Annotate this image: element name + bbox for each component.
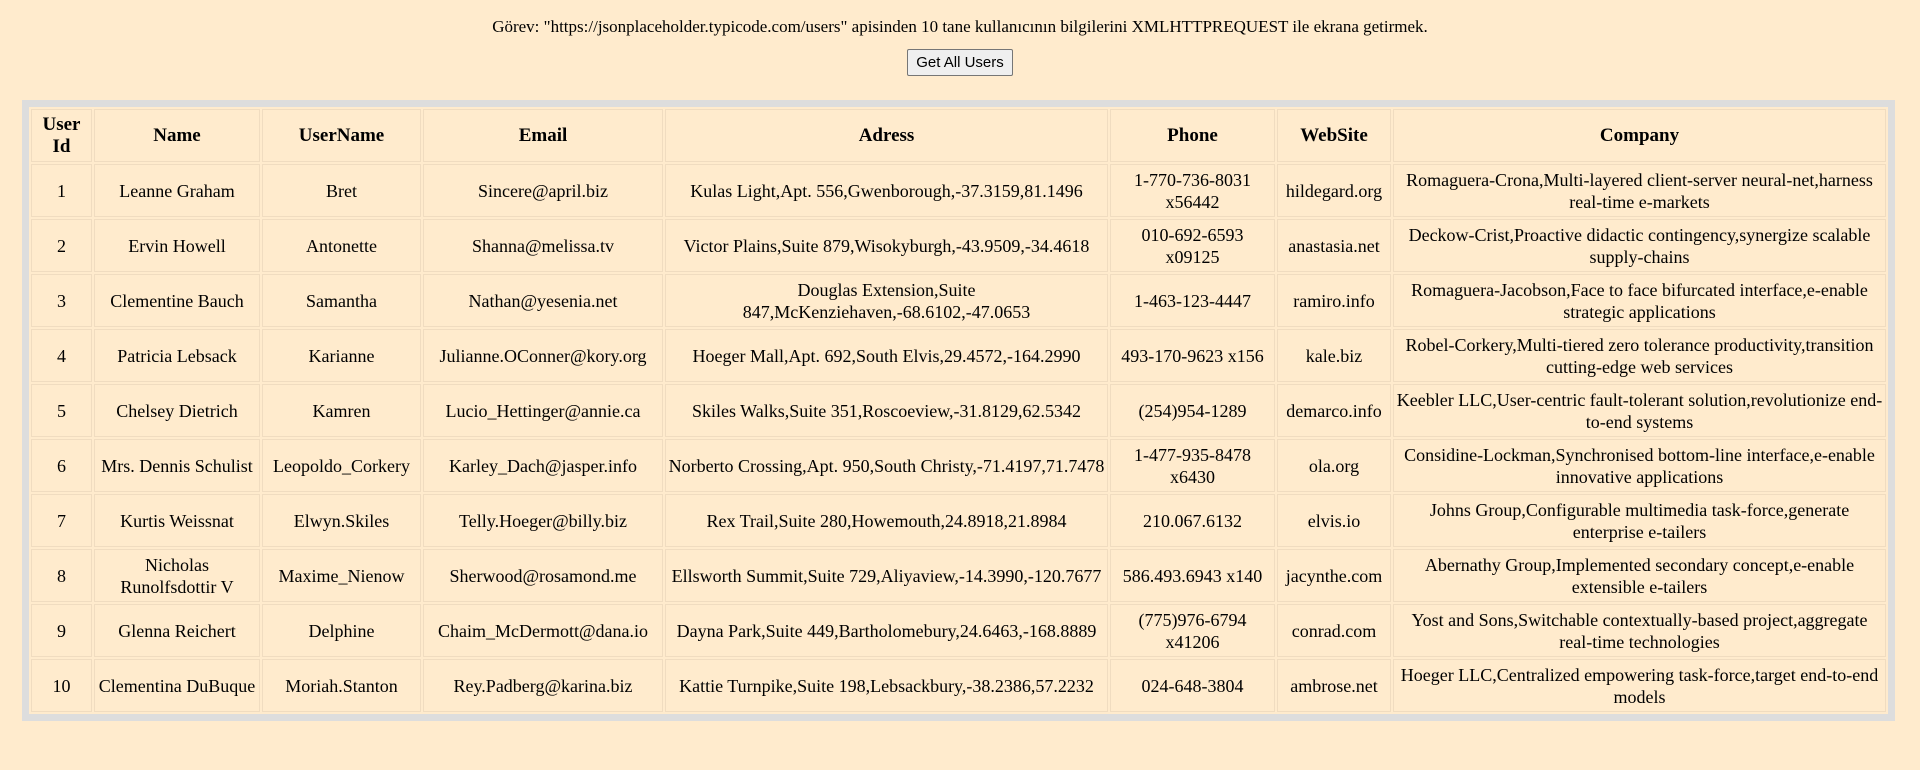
cell-phone: 210.067.6132	[1110, 494, 1275, 547]
cell-company: Keebler LLC,User-centric fault-tolerant solution,revolutionize end-to-end systems	[1393, 384, 1886, 437]
cell-user-id: 10	[31, 659, 92, 712]
cell-website: ramiro.info	[1277, 274, 1391, 327]
cell-username: Moriah.Stanton	[262, 659, 421, 712]
cell-username: Delphine	[262, 604, 421, 657]
cell-username: Elwyn.Skiles	[262, 494, 421, 547]
cell-email: Nathan@yesenia.net	[423, 274, 663, 327]
cell-username: Leopoldo_Corkery	[262, 439, 421, 492]
cell-phone: (775)976-6794 x41206	[1110, 604, 1275, 657]
cell-website: demarco.info	[1277, 384, 1391, 437]
table-row	[31, 384, 1886, 437]
cell-email: Chaim_McDermott@dana.io	[423, 604, 663, 657]
table-row	[31, 219, 1886, 272]
cell-phone: 024-648-3804	[1110, 659, 1275, 712]
cell-user-id: 4	[31, 329, 92, 382]
cell-website: ola.org	[1277, 439, 1391, 492]
cell-email: Sherwood@rosamond.me	[423, 549, 663, 602]
cell-email: Julianne.OConner@kory.org	[423, 329, 663, 382]
cell-username: Kamren	[262, 384, 421, 437]
cell-website: elvis.io	[1277, 494, 1391, 547]
cell-name: Clementine Bauch	[94, 274, 260, 327]
header-user-id: User Id	[31, 109, 92, 162]
header-website: WebSite	[1277, 109, 1391, 162]
header-name: Name	[94, 109, 260, 162]
cell-company: Yost and Sons,Switchable contextually-based project,aggregate real-time technologies	[1393, 604, 1886, 657]
cell-name: Kurtis Weissnat	[94, 494, 260, 547]
table-row	[31, 549, 1886, 602]
cell-address: Kulas Light,Apt. 556,Gwenborough,-37.3159,81.1496	[665, 164, 1108, 217]
cell-user-id: 7	[31, 494, 92, 547]
cell-name: Leanne Graham	[94, 164, 260, 217]
cell-company: Johns Group,Configurable multimedia task-force,generate enterprise e-tailers	[1393, 494, 1886, 547]
cell-phone: 1-477-935-8478 x6430	[1110, 439, 1275, 492]
header-row	[31, 109, 1886, 162]
cell-user-id: 2	[31, 219, 92, 272]
cell-company: Abernathy Group,Implemented secondary concept,e-enable extensible e-tailers	[1393, 549, 1886, 602]
cell-address: Rex Trail,Suite 280,Howemouth,24.8918,21.8984	[665, 494, 1108, 547]
cell-company: Hoeger LLC,Centralized empowering task-force,target end-to-end models	[1393, 659, 1886, 712]
cell-website: conrad.com	[1277, 604, 1391, 657]
cell-user-id: 6	[31, 439, 92, 492]
cell-company: Romaguera-Crona,Multi-layered client-server neural-net,harness real-time e-markets	[1393, 164, 1886, 217]
cell-email: Lucio_Hettinger@annie.ca	[423, 384, 663, 437]
cell-name: Nicholas Runolfsdottir V	[94, 549, 260, 602]
cell-address: Skiles Walks,Suite 351,Roscoeview,-31.8129,62.5342	[665, 384, 1108, 437]
cell-website: anastasia.net	[1277, 219, 1391, 272]
cell-phone: 010-692-6593 x09125	[1110, 219, 1275, 272]
cell-name: Glenna Reichert	[94, 604, 260, 657]
cell-website: hildegard.org	[1277, 164, 1391, 217]
cell-username: Bret	[262, 164, 421, 217]
cell-username: Antonette	[262, 219, 421, 272]
cell-username: Samantha	[262, 274, 421, 327]
table-row	[31, 274, 1886, 327]
cell-website: ambrose.net	[1277, 659, 1391, 712]
table-row	[31, 659, 1886, 712]
header-address: Adress	[665, 109, 1108, 162]
cell-address: Norberto Crossing,Apt. 950,South Christy,-71.4197,71.7478	[665, 439, 1108, 492]
header-email: Email	[423, 109, 663, 162]
cell-user-id: 1	[31, 164, 92, 217]
cell-name: Patricia Lebsack	[94, 329, 260, 382]
table-row	[31, 164, 1886, 217]
cell-address: Dayna Park,Suite 449,Bartholomebury,24.6463,-168.8889	[665, 604, 1108, 657]
cell-phone: 493-170-9623 x156	[1110, 329, 1275, 382]
cell-email: Rey.Padberg@karina.biz	[423, 659, 663, 712]
cell-phone: (254)954-1289	[1110, 384, 1275, 437]
table-row	[31, 329, 1886, 382]
cell-company: Robel-Corkery,Multi-tiered zero tolerance productivity,transition cutting-edge web services	[1393, 329, 1886, 382]
header-phone: Phone	[1110, 109, 1275, 162]
cell-phone: 1-770-736-8031 x56442	[1110, 164, 1275, 217]
cell-name: Ervin Howell	[94, 219, 260, 272]
cell-name: Mrs. Dennis Schulist	[94, 439, 260, 492]
cell-email: Shanna@melissa.tv	[423, 219, 663, 272]
cell-username: Maxime_Nienow	[262, 549, 421, 602]
cell-email: Karley_Dach@jasper.info	[423, 439, 663, 492]
cell-user-id: 8	[31, 549, 92, 602]
table-row	[31, 604, 1886, 657]
cell-website: jacynthe.com	[1277, 549, 1391, 602]
cell-address: Douglas Extension,Suite 847,McKenziehaven,-68.6102,-47.0653	[665, 274, 1108, 327]
cell-email: Telly.Hoeger@billy.biz	[423, 494, 663, 547]
cell-company: Romaguera-Jacobson,Face to face bifurcated interface,e-enable strategic applications	[1393, 274, 1886, 327]
cell-email: Sincere@april.biz	[423, 164, 663, 217]
cell-address: Kattie Turnpike,Suite 198,Lebsackbury,-38.2386,57.2232	[665, 659, 1108, 712]
cell-user-id: 9	[31, 604, 92, 657]
cell-company: Deckow-Crist,Proactive didactic contingency,synergize scalable supply-chains	[1393, 219, 1886, 272]
cell-address: Hoeger Mall,Apt. 692,South Elvis,29.4572,-164.2990	[665, 329, 1108, 382]
header-username: UserName	[262, 109, 421, 162]
get-all-users-button[interactable]: Get All Users	[907, 49, 1013, 76]
cell-website: kale.biz	[1277, 329, 1391, 382]
header-company: Company	[1393, 109, 1886, 162]
table-row	[31, 439, 1886, 492]
cell-company: Considine-Lockman,Synchronised bottom-line interface,e-enable innovative applications	[1393, 439, 1886, 492]
table-row	[31, 494, 1886, 547]
cell-username: Karianne	[262, 329, 421, 382]
cell-name: Chelsey Dietrich	[94, 384, 260, 437]
cell-user-id: 3	[31, 274, 92, 327]
cell-phone: 1-463-123-4447	[1110, 274, 1275, 327]
cell-address: Ellsworth Summit,Suite 729,Aliyaview,-14.3990,-120.7677	[665, 549, 1108, 602]
task-description: Görev: "https://jsonplaceholder.typicode.com/users" apisinden 10 tane kullanıcının bilgilerini XMLHTTPREQUEST ile ekrana getirmek.	[492, 17, 1428, 36]
cell-address: Victor Plains,Suite 879,Wisokyburgh,-43.9509,-34.4618	[665, 219, 1108, 272]
cell-phone: 586.493.6943 x140	[1110, 549, 1275, 602]
cell-name: Clementina DuBuque	[94, 659, 260, 712]
cell-user-id: 5	[31, 384, 92, 437]
users-table	[22, 100, 1895, 721]
